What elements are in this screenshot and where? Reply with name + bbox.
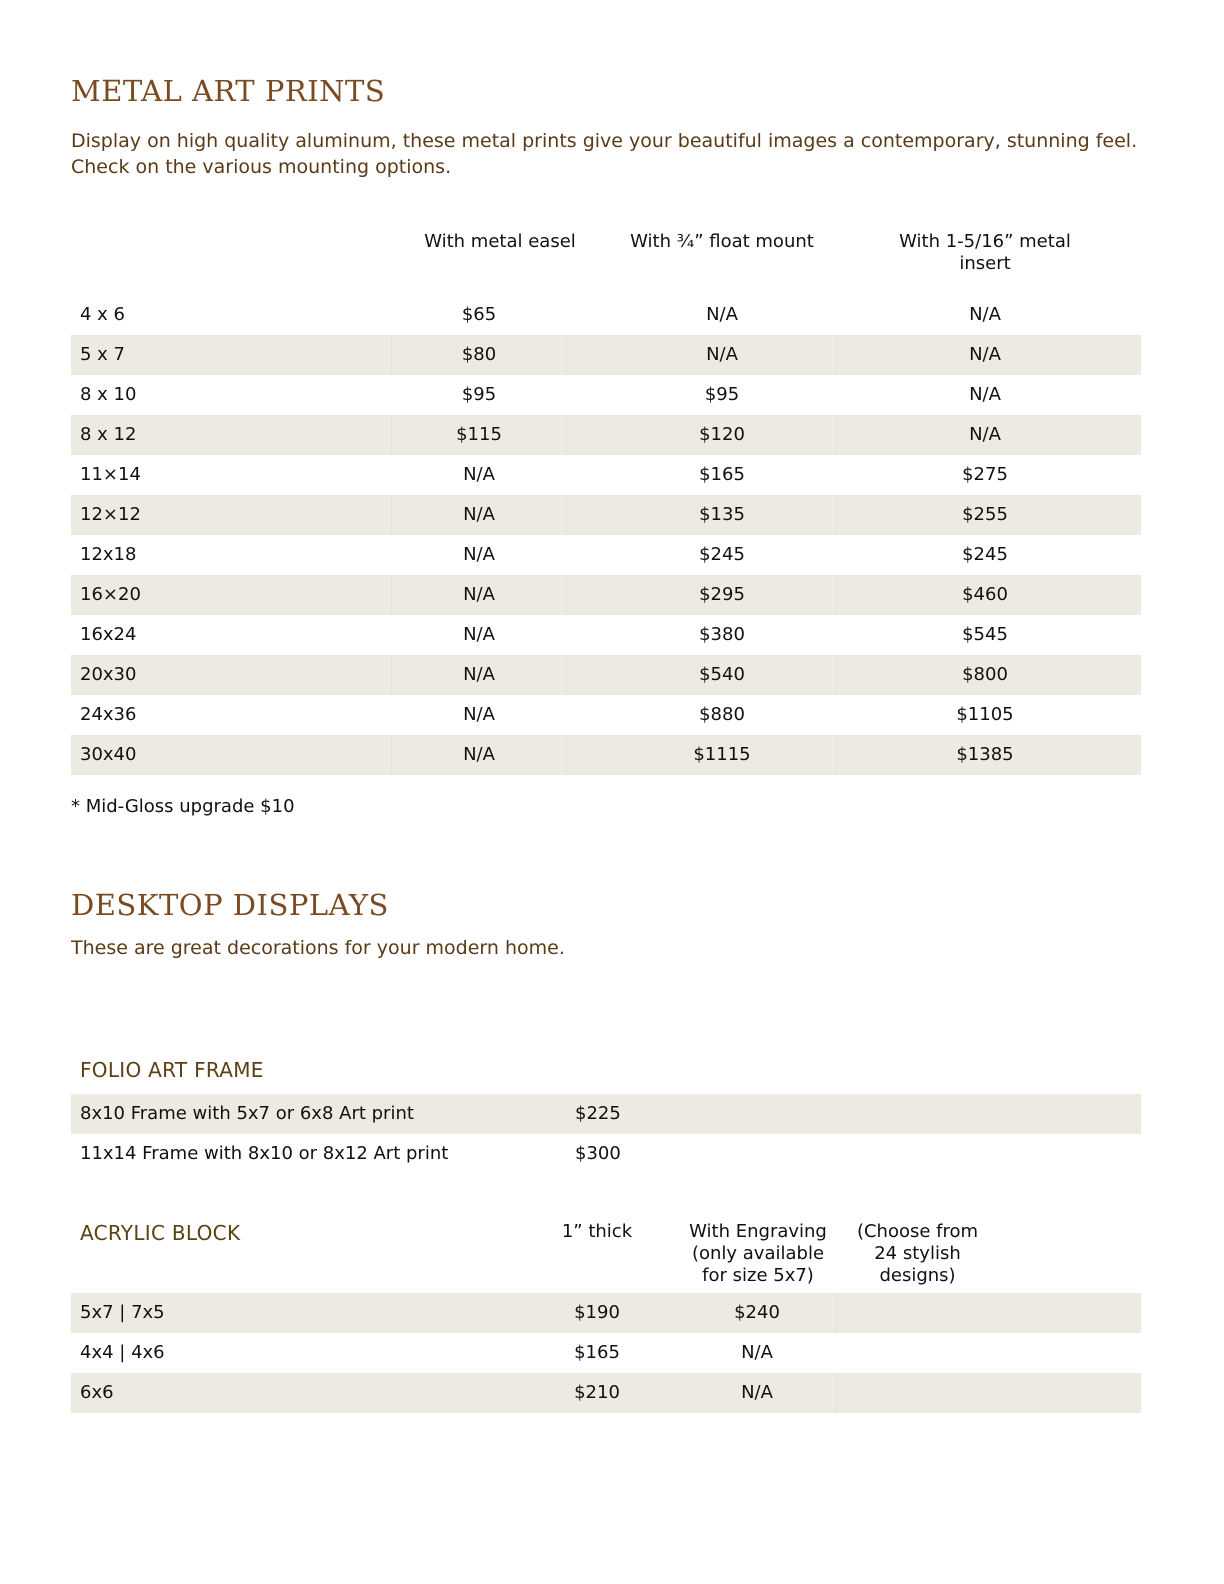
float-price: $165 <box>699 464 745 485</box>
size-cell: 12×12 <box>80 504 141 525</box>
metal-intro: Display on high quality aluminum, these metal prints give your beautiful images a contemporary, stunning feel. Check on the various mounting options. <box>71 130 1138 178</box>
insert-price: N/A <box>969 424 1001 445</box>
footnote: * Mid-Gloss upgrade $10 <box>71 796 295 817</box>
table-row <box>71 375 1141 415</box>
float-price: $1115 <box>693 744 751 765</box>
easel-price: N/A <box>463 744 495 765</box>
size-cell: 20x30 <box>80 664 137 685</box>
acrylic-size: 6x6 <box>80 1382 114 1403</box>
table-row <box>71 695 1141 735</box>
acrylic-title: ACRYLIC BLOCK <box>80 1221 241 1245</box>
acrylic-engraving-price: N/A <box>741 1382 773 1403</box>
col-header-easel: With metal easel <box>424 231 576 252</box>
float-price: $120 <box>699 424 745 445</box>
size-cell: 8 x 12 <box>80 424 137 445</box>
desktop-intro: These are great decorations for your modern home. <box>71 937 565 959</box>
acrylic-size: 5x7 | 7x5 <box>80 1302 165 1323</box>
insert-price: $460 <box>962 584 1008 605</box>
easel-price: N/A <box>463 624 495 645</box>
size-cell: 16x24 <box>80 624 137 645</box>
easel-price: N/A <box>463 704 495 725</box>
col-header-engraving: With Engraving (only available for size 5x7) <box>689 1221 827 1286</box>
insert-price: $245 <box>962 544 1008 565</box>
float-price: $135 <box>699 504 745 525</box>
acrylic-engraving-price: N/A <box>741 1342 773 1363</box>
size-cell: 16×20 <box>80 584 141 605</box>
easel-price: N/A <box>463 544 495 565</box>
insert-price: $1105 <box>956 704 1014 725</box>
acrylic-engraving-price: $240 <box>734 1302 780 1323</box>
table-row <box>71 455 1141 495</box>
easel-price: $115 <box>456 424 502 445</box>
insert-price: $545 <box>962 624 1008 645</box>
table-row <box>71 535 1141 575</box>
insert-price: $255 <box>962 504 1008 525</box>
acrylic-thick-price: $165 <box>574 1342 620 1363</box>
easel-price: N/A <box>463 664 495 685</box>
easel-price: N/A <box>463 584 495 605</box>
table-row <box>71 335 1141 375</box>
acrylic-thick-price: $190 <box>574 1302 620 1323</box>
easel-price: N/A <box>463 464 495 485</box>
insert-price: N/A <box>969 344 1001 365</box>
table-row <box>71 1373 1141 1413</box>
desktop-section-title: DESKTOP DISPLAYS <box>71 888 389 922</box>
float-price: $295 <box>699 584 745 605</box>
table-row <box>71 1333 1141 1373</box>
float-price: N/A <box>706 344 738 365</box>
easel-price: $95 <box>461 384 497 405</box>
metal-section-title: METAL ART PRINTS <box>71 74 386 108</box>
float-price: $95 <box>704 384 740 405</box>
size-cell: 24x36 <box>80 704 137 725</box>
float-price: N/A <box>706 304 738 325</box>
folio-title: FOLIO ART FRAME <box>80 1058 264 1082</box>
insert-price: $1385 <box>956 744 1014 765</box>
table-row <box>71 615 1141 655</box>
insert-price: $800 <box>962 664 1008 685</box>
table-row <box>71 495 1141 535</box>
insert-price: N/A <box>969 304 1001 325</box>
metal-prices-table <box>71 295 1141 775</box>
easel-price: $80 <box>461 344 497 365</box>
easel-price: $65 <box>461 304 497 325</box>
col-header-float: With ¾” float mount <box>630 231 814 252</box>
col-header-insert: With 1-5/16” metal insert <box>899 231 1071 274</box>
acrylic-size: 4x4 | 4x6 <box>80 1342 165 1363</box>
acrylic-table <box>71 1293 1141 1413</box>
float-price: $880 <box>699 704 745 725</box>
size-cell: 8 x 10 <box>80 384 137 405</box>
col-header-thick: 1” thick <box>561 1221 633 1242</box>
size-cell: 30x40 <box>80 744 137 765</box>
table-row <box>71 1293 1141 1333</box>
float-price: $245 <box>699 544 745 565</box>
insert-price: N/A <box>969 384 1001 405</box>
folio-table <box>71 1094 1141 1174</box>
folio-item: 8x10 Frame with 5x7 or 6x8 Art print <box>80 1103 414 1124</box>
table-row <box>71 575 1141 615</box>
folio-item: 11x14 Frame with 8x10 or 8x12 Art print <box>80 1143 449 1164</box>
size-cell: 5 x 7 <box>80 344 125 365</box>
table-row <box>71 655 1141 695</box>
size-cell: 11×14 <box>80 464 141 485</box>
easel-price: N/A <box>463 504 495 525</box>
col-header-choose: (Choose from 24 stylish designs) <box>856 1221 979 1286</box>
table-row <box>71 1094 1141 1134</box>
folio-price: $225 <box>575 1103 621 1124</box>
insert-price: $275 <box>962 464 1008 485</box>
table-row <box>71 415 1141 455</box>
folio-price: $300 <box>575 1143 621 1164</box>
size-cell: 4 x 6 <box>80 304 125 325</box>
table-row <box>71 1134 1141 1174</box>
float-price: $540 <box>699 664 745 685</box>
table-row <box>71 295 1141 335</box>
size-cell: 12x18 <box>80 544 137 565</box>
table-row <box>71 735 1141 775</box>
float-price: $380 <box>699 624 745 645</box>
acrylic-thick-price: $210 <box>574 1382 620 1403</box>
